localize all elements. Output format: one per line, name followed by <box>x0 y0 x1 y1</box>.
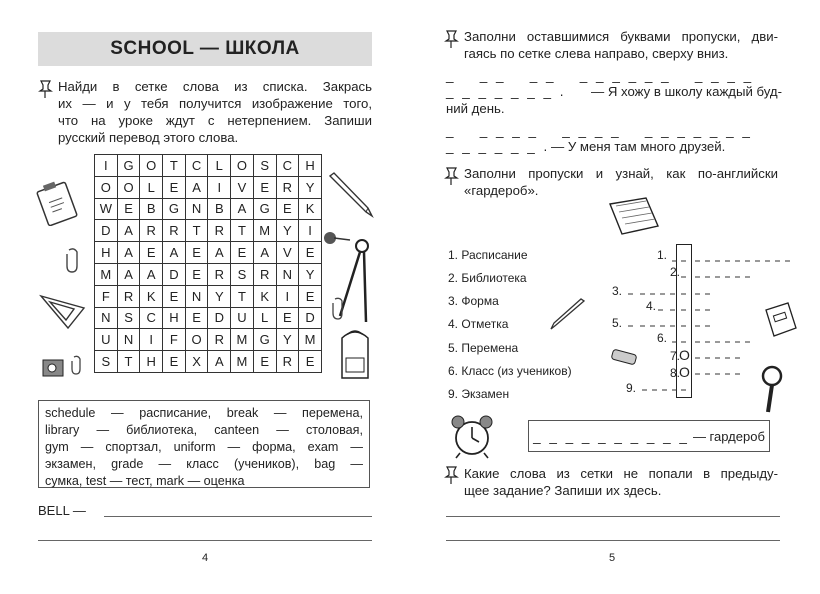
task3-line: Заполни пропуски и узнай, как по-английски <box>464 166 778 181</box>
grid-cell[interactable]: D <box>208 307 231 329</box>
grid-cell[interactable]: K <box>299 198 322 220</box>
grid-cell[interactable]: T <box>185 220 208 242</box>
crossword-number: 9. <box>626 381 637 395</box>
grid-cell[interactable]: Y <box>276 329 299 351</box>
word-list-line: экзамен, grade — класс (учеников), bag — <box>45 457 363 471</box>
grid-cell[interactable]: S <box>253 155 276 177</box>
grid-cell[interactable]: I <box>140 329 163 351</box>
grid-cell[interactable]: E <box>185 242 208 264</box>
grid-cell[interactable]: O <box>185 329 208 351</box>
fill-blank-row[interactable]: _ _ _ _ _ _ _ _ _ _ _ _ _ _ _ _ <box>446 123 750 138</box>
grid-cell[interactable]: G <box>163 198 186 220</box>
pencil-icon <box>326 170 376 220</box>
grid-cell[interactable]: D <box>299 307 322 329</box>
grid-cell[interactable]: G <box>117 155 140 177</box>
paperclip-icon <box>70 354 84 376</box>
clue-item: 9. Экзамен <box>448 387 510 401</box>
task3-line: «гардероб». <box>464 183 539 198</box>
clue-item: 5. Перемена <box>448 341 519 355</box>
grid-cell[interactable]: R <box>163 220 186 242</box>
word-list-line: library — библиотека, canteen — столовая, <box>45 423 363 437</box>
answer-line[interactable] <box>446 540 780 541</box>
fill-blank-row[interactable]: _ _ _ _ _ _ _ _ _ _ _ _ _ _ _ <box>446 68 752 83</box>
grid-cell[interactable]: A <box>185 176 208 198</box>
grid-cell[interactable]: L <box>208 155 231 177</box>
grid-cell[interactable]: C <box>276 155 299 177</box>
grid-cell[interactable]: N <box>185 198 208 220</box>
notebook-icon <box>606 196 662 238</box>
crossword-number: 2. <box>670 265 681 279</box>
answer-blanks[interactable]: _ _ _ _ _ _ _ _ _ _ <box>533 428 687 444</box>
answer-line-bell[interactable] <box>104 516 372 517</box>
answer-word: — гардероб <box>692 428 765 444</box>
crossword-number: 6. <box>657 331 668 345</box>
grid-row <box>95 329 322 351</box>
grid-cell[interactable]: U <box>95 329 118 351</box>
crossword-letter: O <box>679 347 690 363</box>
grid-cell[interactable]: G <box>253 329 276 351</box>
pushpin-icon <box>444 30 459 48</box>
grid-cell[interactable]: T <box>231 220 254 242</box>
alarm-clock-icon <box>446 412 498 460</box>
grid-row <box>95 263 322 285</box>
clue-item: 4. Отметка <box>448 317 509 331</box>
word-list-line: gym — спортзал, uniform — форма, exam — <box>45 440 363 454</box>
grid-cell[interactable]: M <box>253 220 276 242</box>
grid-cell[interactable]: E <box>117 198 140 220</box>
grid-cell[interactable]: F <box>95 285 118 307</box>
task3-instructions <box>464 165 778 199</box>
grid-cell[interactable]: R <box>208 263 231 285</box>
fill-blank-row[interactable]: _ _ _ _ _ _ . <box>446 139 548 154</box>
grid-cell[interactable]: E <box>140 242 163 264</box>
crossword-number: 7. <box>670 349 681 363</box>
grid-cell[interactable]: H <box>163 307 186 329</box>
grid-cell[interactable]: M <box>95 263 118 285</box>
task4-line: щее задание? Запиши их здесь. <box>464 483 662 498</box>
grid-cell[interactable]: N <box>95 307 118 329</box>
grid-cell[interactable]: M <box>231 329 254 351</box>
grid-row <box>95 220 322 242</box>
grid-cell[interactable]: X <box>185 351 208 373</box>
word-search-grid <box>94 154 322 373</box>
clue-item: 6. Класс (из учеников) <box>448 364 572 378</box>
task2-line: Заполни оставшимися буквами пропуски, дви- <box>464 29 778 44</box>
word-list-line: сумка, test — тест, mark — оценка <box>45 474 245 488</box>
grid-cell[interactable]: R <box>208 220 231 242</box>
grid-cell[interactable]: E <box>276 198 299 220</box>
sentence-text: — Я хожу в школу каждый буд- <box>591 84 782 99</box>
grid-cell[interactable]: L <box>140 176 163 198</box>
fill-blank-sentence-1 <box>446 84 782 99</box>
fill-blank-row[interactable]: _ _ _ _ _ _ _ . <box>446 84 564 99</box>
grid-cell[interactable]: T <box>231 285 254 307</box>
grid-cell[interactable]: H <box>95 242 118 264</box>
grid-cell[interactable]: Y <box>208 285 231 307</box>
grid-cell[interactable]: E <box>163 351 186 373</box>
grid-cell[interactable]: K <box>253 285 276 307</box>
grid-cell[interactable]: E <box>299 351 322 373</box>
grid-cell[interactable]: A <box>117 242 140 264</box>
left-page-title-bar <box>38 32 372 66</box>
answer-line[interactable] <box>446 516 780 517</box>
pushpin-icon <box>38 80 53 98</box>
clue-item: 3. Форма <box>448 294 499 308</box>
grid-cell[interactable]: S <box>231 263 254 285</box>
grid-cell[interactable]: E <box>253 176 276 198</box>
grid-cell[interactable]: K <box>140 285 163 307</box>
paperclip-icon <box>62 246 84 274</box>
answer-box <box>528 420 770 452</box>
grid-row <box>95 285 322 307</box>
grid-cell[interactable]: R <box>117 285 140 307</box>
grid-cell[interactable]: O <box>95 176 118 198</box>
grid-row <box>95 198 322 220</box>
task2-instructions <box>464 28 778 62</box>
crossword-letter: O <box>679 364 690 380</box>
task1-line: их — и у тебя получится изображение того, <box>58 96 372 111</box>
grid-cell[interactable]: C <box>185 155 208 177</box>
grid-cell[interactable]: G <box>253 198 276 220</box>
task2-line: гаясь по сетке слева направо, сверху вниз. <box>464 46 729 61</box>
task1-line: Найди в сетке слова из списка. Закрась <box>58 79 372 94</box>
word-list-box <box>38 400 370 488</box>
grid-cell[interactable]: B <box>140 198 163 220</box>
clue-item: 2. Библиотека <box>448 271 527 285</box>
grid-row <box>95 351 322 373</box>
task1-instructions <box>58 78 372 146</box>
task4-line: Какие слова из сетки не попали в предыду- <box>464 466 778 481</box>
grid-cell[interactable]: U <box>231 307 254 329</box>
grid-cell[interactable]: V <box>231 176 254 198</box>
grid-cell[interactable]: I <box>276 285 299 307</box>
grid-row <box>95 242 322 264</box>
pencil-icon <box>548 298 588 332</box>
grid-cell[interactable]: I <box>95 155 118 177</box>
grid-cell[interactable]: E <box>253 351 276 373</box>
clipboard-icon <box>36 178 84 226</box>
grid-cell[interactable]: A <box>117 220 140 242</box>
left-page-title: SCHOOL — ШКОЛА <box>110 38 300 59</box>
grid-cell[interactable]: O <box>231 155 254 177</box>
grid-row <box>95 155 322 177</box>
grid-cell[interactable]: A <box>253 242 276 264</box>
grid-cell[interactable]: O <box>117 176 140 198</box>
grid-cell[interactable]: A <box>117 263 140 285</box>
crossword-number: 3. <box>612 284 623 298</box>
page-number-left: 4 <box>202 552 209 564</box>
grid-cell[interactable]: H <box>140 351 163 373</box>
set-square-icon <box>38 290 88 330</box>
grid-cell[interactable]: W <box>95 198 118 220</box>
grid-cell[interactable]: E <box>185 263 208 285</box>
pushpin-icon <box>444 466 459 484</box>
grid-cell[interactable]: R <box>276 176 299 198</box>
grid-cell[interactable]: V <box>276 242 299 264</box>
grid-cell[interactable]: R <box>140 220 163 242</box>
crossword-number: 8. <box>670 366 681 380</box>
grid-cell[interactable]: O <box>140 155 163 177</box>
grid-cell[interactable]: Y <box>276 220 299 242</box>
sentence-text: ний день. <box>446 101 505 116</box>
backpack-icon <box>332 328 378 384</box>
grid-cell[interactable]: A <box>208 351 231 373</box>
word-list-line: schedule — расписание, break — перемена, <box>45 406 363 420</box>
bell-label: BELL — <box>38 503 86 518</box>
grid-cell[interactable]: N <box>276 263 299 285</box>
grid-cell[interactable]: N <box>117 329 140 351</box>
grid-cell[interactable]: R <box>276 351 299 373</box>
grid-cell[interactable]: H <box>299 155 322 177</box>
grid-cell[interactable]: T <box>117 351 140 373</box>
grid-cell[interactable]: E <box>163 285 186 307</box>
grid-cell[interactable]: M <box>299 329 322 351</box>
answer-line[interactable] <box>38 540 372 541</box>
pushpin-icon <box>444 167 459 185</box>
grid-cell[interactable]: A <box>140 263 163 285</box>
grid-cell[interactable]: I <box>208 176 231 198</box>
grid-cell[interactable]: I <box>299 220 322 242</box>
book-icon <box>762 300 800 340</box>
sharpener-icon <box>40 352 70 380</box>
grid-cell[interactable]: E <box>231 242 254 264</box>
crossword-number: 5. <box>612 316 623 330</box>
grid-cell[interactable]: A <box>231 198 254 220</box>
grid-cell[interactable]: T <box>163 155 186 177</box>
grid-cell[interactable]: B <box>208 198 231 220</box>
crossword-number: 1. <box>657 248 668 262</box>
grid-cell[interactable]: Y <box>299 176 322 198</box>
grid-cell[interactable]: E <box>276 307 299 329</box>
grid-cell[interactable]: L <box>253 307 276 329</box>
grid-cell[interactable]: E <box>299 242 322 264</box>
grid-cell[interactable]: E <box>299 285 322 307</box>
crossword-number: 4. <box>646 299 657 313</box>
paperclip-icon <box>330 296 348 322</box>
grid-cell[interactable]: E <box>163 176 186 198</box>
grid-cell[interactable]: N <box>185 285 208 307</box>
sentence-text: — У меня там много друзей. <box>550 139 726 154</box>
grid-cell[interactable]: A <box>208 242 231 264</box>
page-number-right: 5 <box>609 552 616 564</box>
grid-cell[interactable]: C <box>140 307 163 329</box>
grid-row <box>95 176 322 198</box>
grid-cell[interactable]: D <box>163 263 186 285</box>
task1-line: русский перевод этого слова. <box>58 130 239 145</box>
clue-item: 1. Расписание <box>448 248 528 262</box>
grid-cell[interactable]: M <box>231 351 254 373</box>
fill-blank-sentence-2 <box>446 139 725 154</box>
grid-cell[interactable]: F <box>163 329 186 351</box>
grid-cell[interactable]: A <box>163 242 186 264</box>
grid-cell[interactable]: R <box>208 329 231 351</box>
grid-cell[interactable]: S <box>95 351 118 373</box>
grid-cell[interactable]: R <box>253 263 276 285</box>
task1-line: что на уроке ждут с нетерпением. Запиши <box>58 113 372 128</box>
grid-cell[interactable]: E <box>185 307 208 329</box>
grid-row <box>95 307 322 329</box>
task4-instructions <box>464 465 778 499</box>
magnifier-icon <box>758 364 786 416</box>
grid-cell[interactable]: S <box>117 307 140 329</box>
grid-cell[interactable]: D <box>95 220 118 242</box>
grid-cell[interactable]: Y <box>299 263 322 285</box>
